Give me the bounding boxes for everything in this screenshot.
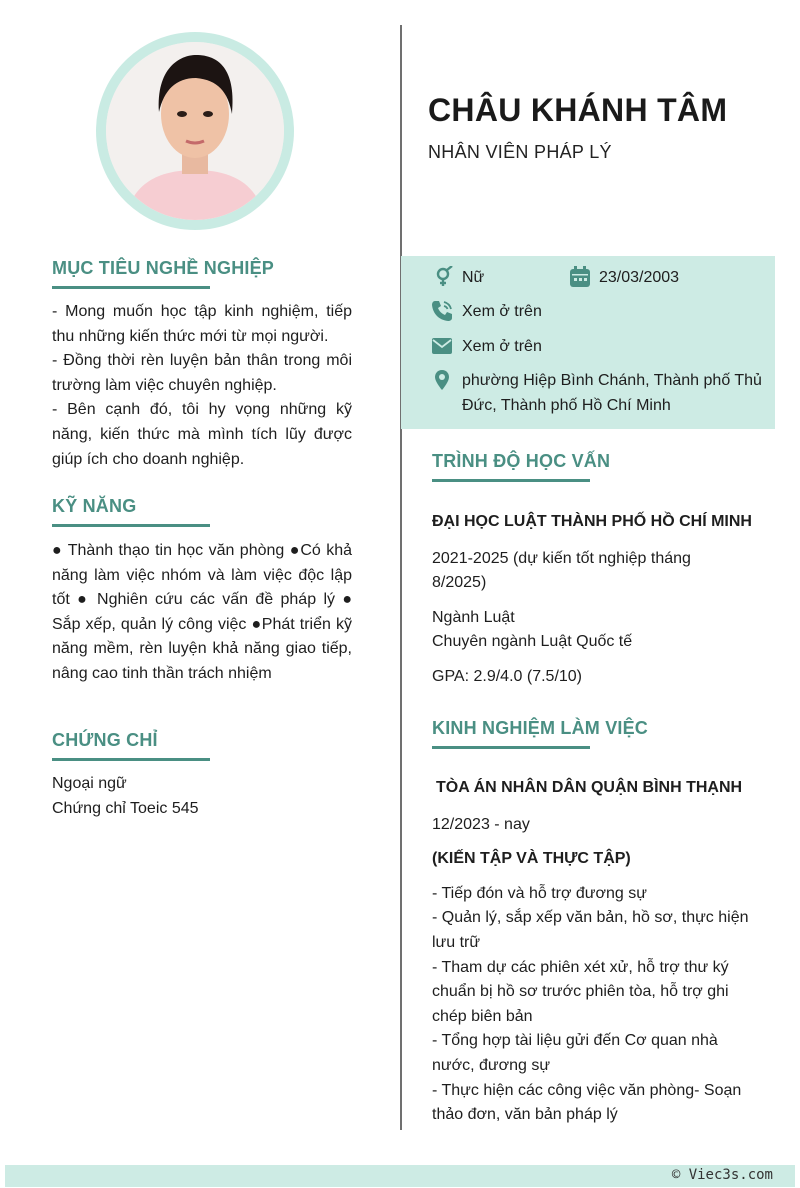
candidate-name: CHÂU KHÁNH TÂM xyxy=(428,92,728,128)
certificates-body xyxy=(52,772,352,821)
certificate-item: Chứng chỉ Toeic 545 xyxy=(52,799,199,817)
skills-body xyxy=(52,539,352,687)
phone-text: Xem ở trên xyxy=(462,303,542,320)
email-icon xyxy=(431,335,453,357)
education-gpa: GPA: 2.9/4.0 (7.5/10) xyxy=(432,667,583,685)
email-text: Xem ở trên xyxy=(462,338,542,355)
education-major: Ngành Luật xyxy=(432,608,515,626)
certificates-underline xyxy=(52,758,210,761)
objective-line: - Bên cạnh đó, tôi hy vọng những kỹ năng, kiến thức mà mình tích lũy được giúp ích cho doanh nghiệp. xyxy=(52,401,352,468)
objective-section xyxy=(52,258,352,289)
certificates-section xyxy=(52,730,352,761)
experience-duty: - Tham dự các phiên xét xử, hỗ trợ thư ký chuẩn bị hồ sơ trước phiên tòa, hỗ trợ ghi chép biên bản xyxy=(432,958,729,1025)
objective-line: - Mong muốn học tập kinh nghiệm, tiếp thu những kiến thức mới từ mọi người. xyxy=(52,303,352,345)
experience-company: TÒA ÁN NHÂN DÂN QUẬN BÌNH THẠNH xyxy=(436,779,743,796)
skills-title: KỸ NĂNG xyxy=(52,496,137,516)
education-underline xyxy=(432,479,590,482)
gender-icon xyxy=(431,266,453,288)
skills-underline xyxy=(52,524,210,527)
skills-section xyxy=(52,496,352,527)
objective-title: MỤC TIÊU NGHỀ NGHIỆP xyxy=(52,258,275,278)
gender-text: Nữ xyxy=(462,269,485,286)
experience-title: KINH NGHIỆM LÀM VIỆC xyxy=(432,718,649,738)
experience-duty: - Quản lý, sắp xếp văn bản, hồ sơ, thực hiện lưu trữ xyxy=(432,909,749,951)
certificate-item: Ngoại ngữ xyxy=(52,775,127,792)
skills-text: ● Thành thạo tin học văn phòng ●Có khả năng làm việc nhóm và làm việc độc lập tốt ● Nghiên cứu các vấn đề pháp lý ● Sắp xếp, quản lý công việc ●Phát triển kỹ năng mềm, rèn luyện khả năng giao tiếp, nâng cao tinh thần trách nhiệm xyxy=(52,542,352,682)
experience-position: (KIẾN TẬP VÀ THỰC TẬP) xyxy=(432,850,631,868)
profile-photo-frame xyxy=(96,32,294,230)
candidate-role: NHÂN VIÊN PHÁP LÝ xyxy=(428,142,612,162)
person-portrait-icon xyxy=(106,42,284,220)
experience-duty: - Tổng hợp tài liệu gửi đến Cơ quan nhà nước, đương sự xyxy=(432,1032,718,1074)
experience-underline xyxy=(432,746,590,749)
objective-line: - Đồng thời rèn luyện bản thân trong môi trường làm việc chuyên nghiệp. xyxy=(52,352,352,394)
address-text: phường Hiệp Bình Chánh, Thành phố Thủ Đức, Thành phố Hồ Chí Minh xyxy=(462,372,762,414)
education-specialization: Chuyên ngành Luật Quốc tế xyxy=(432,633,633,651)
profile-photo xyxy=(106,42,284,220)
education-school: ĐẠI HỌC LUẬT THÀNH PHỐ HỒ CHÍ MINH xyxy=(432,513,752,530)
contact-panel xyxy=(401,256,775,429)
phone-icon xyxy=(431,300,453,322)
experience-body xyxy=(432,776,762,1128)
education-title: TRÌNH ĐỘ HỌC VẤN xyxy=(432,451,611,471)
education-body xyxy=(432,510,762,690)
objective-body xyxy=(52,300,352,472)
education-period: 2021-2025 (dự kiến tốt nghiệp tháng 8/2025) xyxy=(432,549,691,592)
footer-bar xyxy=(5,1165,795,1187)
experience-duty: - Tiếp đón và hỗ trợ đương sự xyxy=(432,884,647,902)
objective-underline xyxy=(52,286,210,289)
certificates-title: CHỨNG CHỈ xyxy=(52,730,158,750)
experience-duties xyxy=(432,882,750,1128)
footer-copyright[interactable]: © Viec3s.com xyxy=(671,1167,773,1183)
experience-duty: - Thực hiện các công việc văn phòng- Soạn thảo đơn, văn bản pháp lý xyxy=(432,1081,742,1124)
location-pin-icon xyxy=(431,369,453,391)
experience-period: 12/2023 - nay xyxy=(432,815,530,833)
calendar-icon xyxy=(569,266,591,288)
column-divider xyxy=(400,25,402,1130)
education-section xyxy=(432,451,762,482)
experience-section xyxy=(432,718,762,749)
birthdate-text: 23/03/2003 xyxy=(599,269,680,286)
